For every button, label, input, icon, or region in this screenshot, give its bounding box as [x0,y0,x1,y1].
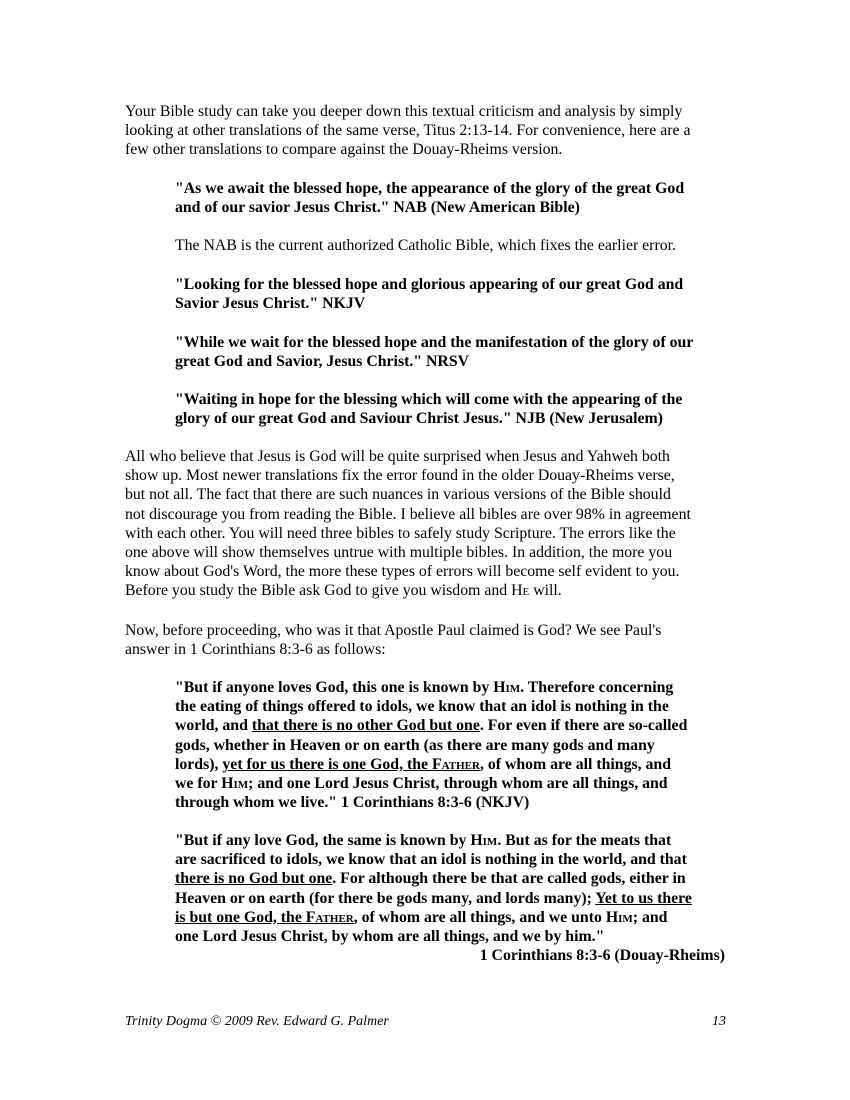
quote-nab: "As we await the blessed hope, the appearance of the glory of the great God and of our savior Jesus Christ." NAB (New American Bible) [175,180,685,217]
underlined-phrase: yet for us there is one God, the Father [222,755,480,773]
citation: 1 Corinthians 8:3-6 (Douay-Rheims) [479,947,725,965]
nab-note: The NAB is the current authorized Catholic Bible, which fixes the earlier error. [175,237,676,254]
quote-nkjv: "Looking for the blessed hope and glorious appearing of our great God and Savior Jesus Christ." NKJV [175,276,684,313]
quote-corinthians-douay-rheims: "But if any love God, the same is known by Him. But as for the meats that are sacrificed to idols, we know that an idol is nothing in the world, and that there is no God but one. For although there be that are called gods, either in Heaven or on earth (for there be gods many, and lords many); Yet to us there is but one God, the Father, of whom are all things, and we unto Him; and one Lord Jesus Christ, by whom are all things, and we by him." 1 Corinthians 8:3-6 (Douay-Rheims) [175,832,725,965]
underlined-phrase: Yet to us there [595,889,692,907]
quote-njb: "Waiting in hope for the blessing which will come with the appearing of the glory of our great God and Saviour Christ Jesus." NJB (New Jerusalem) [175,391,683,428]
quote-nrsv: "While we wait for the blessed hope and the manifestation of the glory of our great God and Savior, Jesus Christ." NRSV [175,334,694,371]
footer-copyright: Trinity Dogma © 2009 Rev. Edward G. Palmer [125,1014,389,1029]
transition-paragraph: Now, before proceeding, who was it that Apostle Paul claimed is God? We see Paul's answer in 1 Corinthians 8:3-6 as follows: [125,622,662,659]
body-paragraph: All who believe that Jesus is God will be quite surprised when Jesus and Yahweh both show up. Most newer translations fix the error found in the older Douay-Rheims verse, but not all. The fact that there are such nuances in various versions of the Bible should not discourage you from reading the Bible. I believe all bibles are over 98% in agreement with each other. You will need three bibles to safely study Scripture. The errors like the one above will show themselves untrue with multiple bibles. In addition, the more you know about God's Word, the more these types of errors will become self evident to you. Before you study the Bible ask God to give you wisdom and He will. [125,448,691,600]
divine-pronoun: He [511,582,530,600]
underlined-phrase: that there is no other God but one [251,717,480,735]
underlined-phrase: is but one God, the Father [175,908,354,926]
underlined-phrase: there is no God but one [175,870,333,888]
page-number: 13 [712,1014,726,1029]
intro-paragraph: Your Bible study can take you deeper down this textual criticism and analysis by simply looking at other translations of the same verse, Titus 2:13-14. For convenience, here are a few other translations to compare against the Douay-Rheims version. [125,103,691,159]
quote-corinthians-nkjv: "But if anyone loves God, this one is known by Him. Therefore concerning the eating of things offered to idols, we know that an idol is nothing in the world, and that there is no other God but one. For even if there are so-called gods, whether in Heaven or on earth (as there are many gods and many lords), yet for us there is one God, the Father, of whom are all things, and we for Him; and one Lord Jesus Christ, through whom are all things, and through whom we live." 1 Corinthians 8:3-6 (NKJV) [175,679,688,812]
